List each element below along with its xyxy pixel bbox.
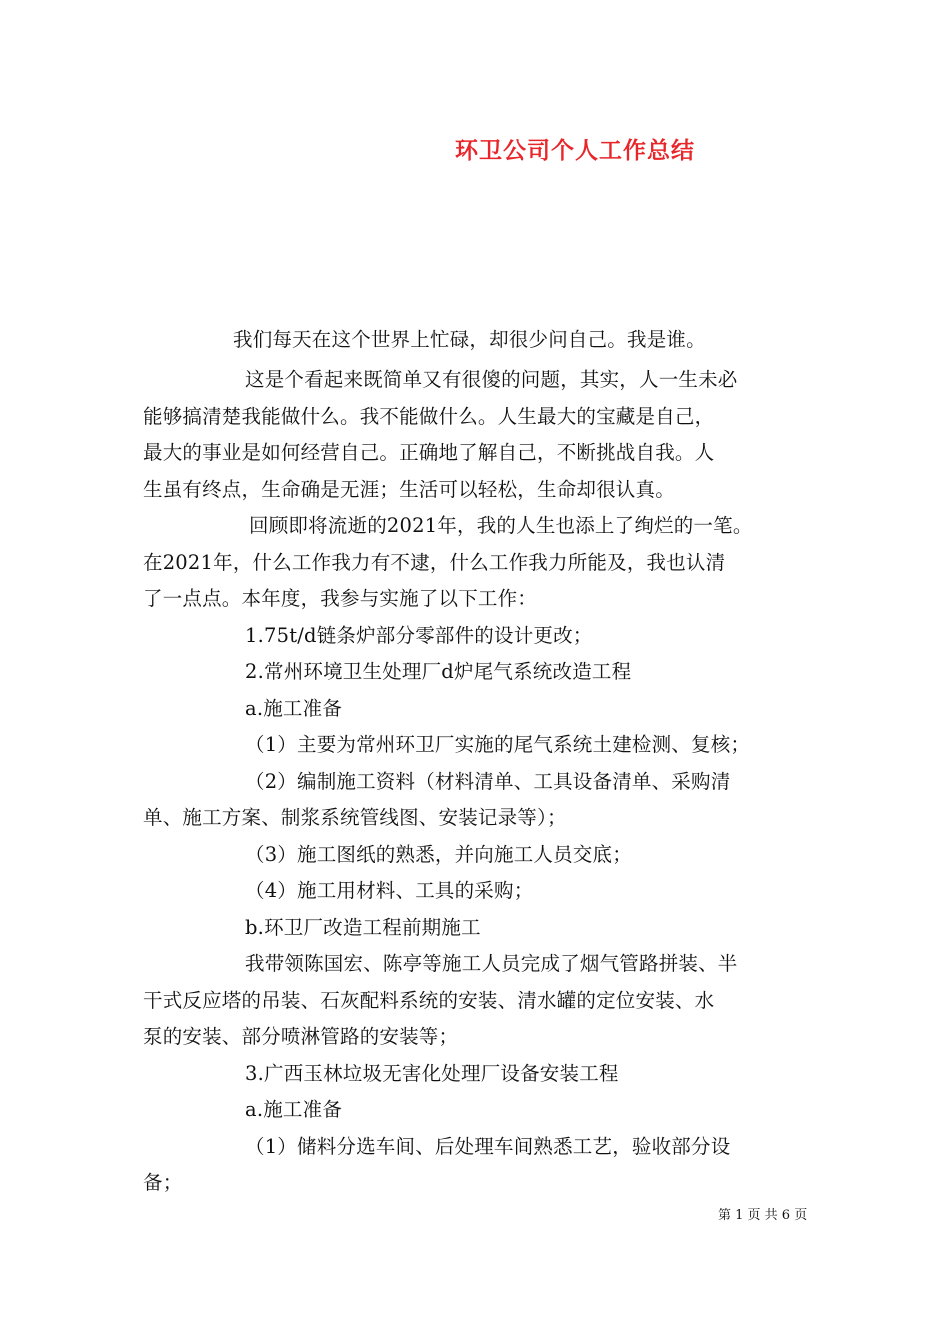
page-number-footer: 第 1 页 共 6 页 [718,1208,808,1223]
list-subheading: a.施工准备 [245,1098,343,1121]
paragraph-line: 最大的事业是如何经营自己。正确地了解自己，不断挑战自我。人 [143,441,715,464]
list-subheading: a.施工准备 [245,697,343,720]
paragraph-line: 了一点点。本年度，我参与实施了以下工作： [143,587,538,610]
paragraph-line: 我们每天在这个世界上忙碌，却很少问自己。我是谁。 [233,328,706,351]
paragraph-line: 单、施工方案、制浆系统管线图、安装记录等）； [143,806,567,829]
list-subheading: b.环卫厂改造工程前期施工 [245,916,481,939]
paragraph-line: 这是个看起来既简单又有很傻的问题，其实，人一生未必 [245,368,738,391]
paragraph-line: 备； [143,1171,183,1194]
paragraph-line: 泵的安装、部分喷淋管路的安装等； [143,1025,459,1048]
document-title: 环卫公司个人工作总结 [455,137,695,164]
list-item: （4）施工用材料、工具的采购； [245,879,534,902]
list-item: 3.广西玉林垃圾无害化处理厂设备安装工程 [245,1062,619,1085]
list-item: （2）编制施工资料（材料清单、工具设备清单、采购清 [245,770,731,793]
list-item: （1）主要为常州环卫厂实施的尾气系统土建检测、复核； [245,733,751,756]
list-item: （3）施工图纸的熟悉，并向施工人员交底； [245,843,632,866]
paragraph-line: 生虽有终点，生命确是无涯；生活可以轻松，生命却很认真。 [143,478,675,501]
list-item: 2.常州环境卫生处理厂d炉尾气系统改造工程 [245,660,632,683]
paragraph-line: 能够搞清楚我能做什么。我不能做什么。人生最大的宝藏是自己， [143,405,715,428]
paragraph-line: 回顾即将流逝的2021年，我的人生也添上了绚烂的一笔。 [249,514,753,537]
paragraph-line: 在2021年，什么工作我力有不逮，什么工作我力所能及，我也认清 [143,551,726,574]
list-item: 1.75t/d链条炉部分零部件的设计更改； [245,624,593,647]
paragraph-line: 干式反应塔的吊装、石灰配料系统的安装、清水罐的定位安装、水 [143,989,715,1012]
list-item: （1）储料分选车间、后处理车间熟悉工艺，验收部分设 [245,1135,731,1158]
paragraph-line: 我带领陈国宏、陈亭等施工人员完成了烟气管路拼装、半 [245,952,738,975]
